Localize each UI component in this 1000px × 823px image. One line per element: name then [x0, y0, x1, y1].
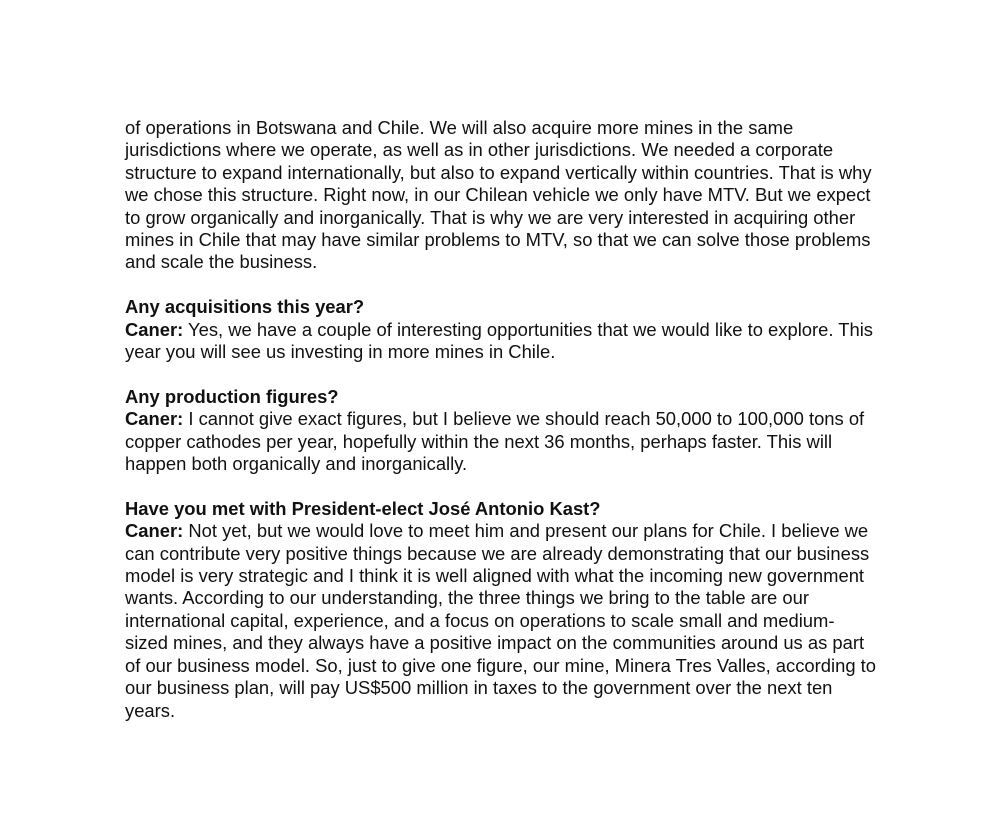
intro-paragraph: of operations in Botswana and Chile. We will also acquire more mines in the same jurisdictions where we operate, as well as in other jurisdictions. We needed a corporate structure to expand internationally, but also to expand vertically within countries. That is why we chose this structure. Right now, in our Chilean vehicle we only have MTV. But we expect to grow organically and inorganically. That is why we are very interested in acquiring other mines in Chile that may have similar problems to MTV, so that we can solve those problems and scale the business. — [125, 117, 872, 273]
answer-text: Not yet, but we would love to meet him and present our plans for Chile. I believe we can contribute very positive things because we are already demonstrating that our business model is very strategic and I think it is well aligned with what the incoming new government wants. According to our understanding, the three things we bring to the table are our international capital, experience, and a focus on operations to scale small and medium-sized mines, and they always have a positive impact on the communities around us as part of our business model. So, just to give one figure, our mine, Minera Tres Valles, according to our business plan, will pay US$500 million in taxes to the government over the next ten years. — [125, 520, 876, 721]
answer-text: I cannot give exact figures, but I believe we should reach 50,000 to 100,000 tons of copper cathodes per year, hopefully within the next 36 months, perhaps faster. This will happen both organically and inorganically. — [125, 408, 865, 475]
article-body — [125, 117, 877, 744]
question-president-meeting: Have you met with President-elect José Antonio Kast? — [125, 497, 601, 519]
speaker-label: Caner: — [125, 408, 184, 430]
speaker-label: Caner: — [125, 520, 184, 542]
answer-production — [125, 408, 877, 475]
answer-acquisitions — [125, 319, 877, 364]
speaker-label: Caner: — [125, 318, 184, 340]
answer-text: Yes, we have a couple of interesting opportunities that we would like to explore. This year you will see us investing in more mines in Chile. — [125, 318, 873, 363]
question-acquisitions: Any acquisitions this year? — [125, 296, 365, 318]
answer-president-meeting — [125, 520, 877, 722]
question-production: Any production figures? — [125, 385, 339, 407]
